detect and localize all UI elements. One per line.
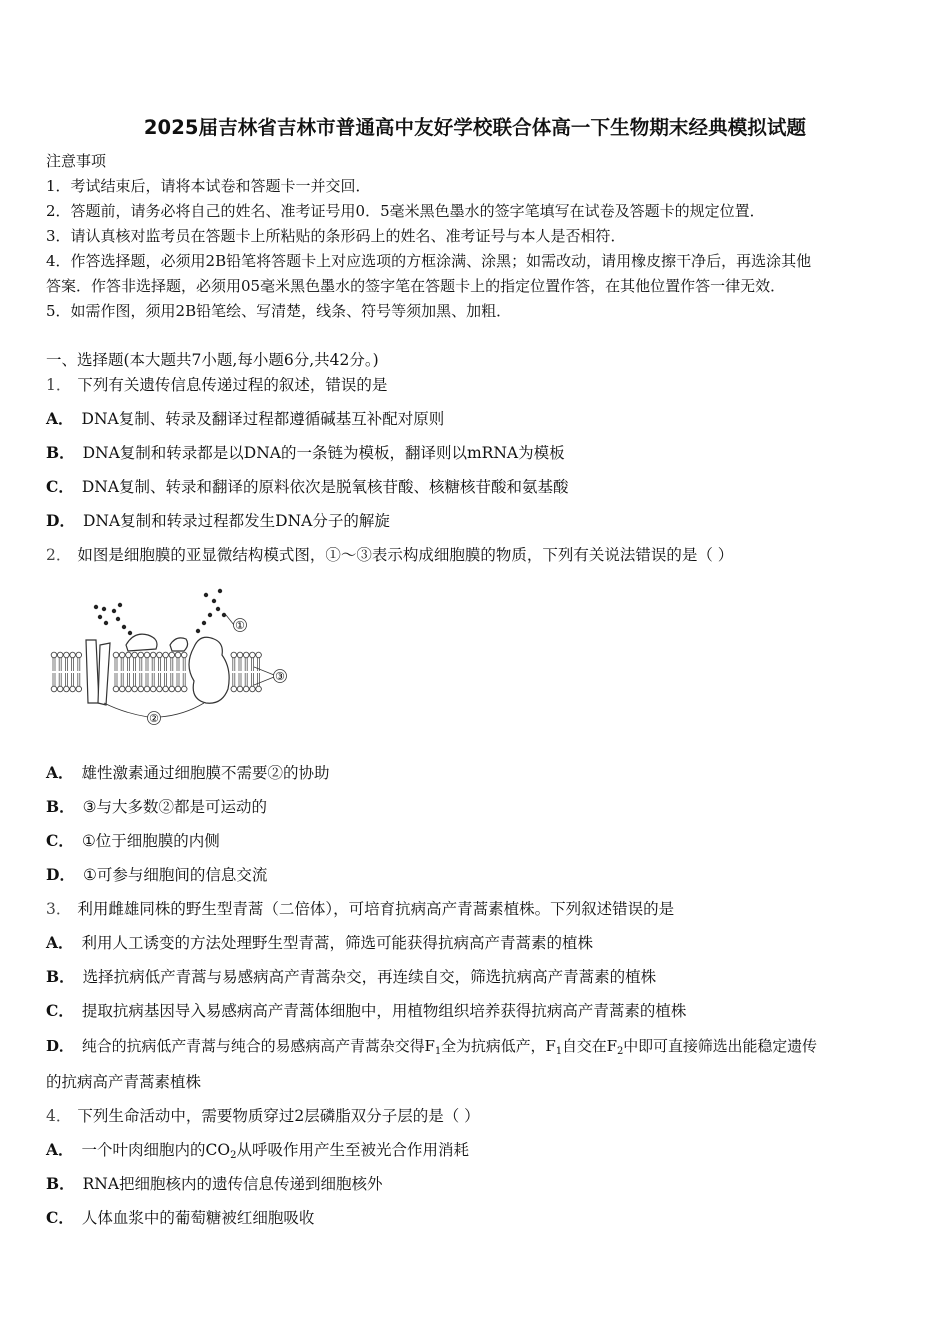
notice-item: 答案．作答非选择题，必须用05毫米黑色墨水的签字笔在答题卡上的指定位置作答，在其他位置作答一律无效．	[46, 277, 786, 295]
figure-label-3: ③	[275, 670, 285, 683]
peripheral-protein	[126, 634, 157, 651]
q2-option-c: C． ①位于细胞膜的内侧	[46, 831, 220, 850]
glycocalyx-chain	[94, 589, 226, 635]
notice-item: 5．如需作图，须用2B铅笔绘、写清楚，线条、符号等须加黑、加粗．	[46, 302, 512, 320]
q3-option-a: A． 利用人工诱变的方法处理野生型青蒿，筛选可能获得抗病高产青蒿素的植株	[46, 933, 594, 952]
channel-protein	[98, 643, 110, 705]
question-2-stem: 2． 如图是细胞膜的亚显微结构模式图，①～③表示构成细胞膜的物质，下列有关说法错误的是（ ）	[46, 546, 734, 564]
q1-option-b: B． DNA复制和转录都是以DNA的一条链为模板，翻译则以mRNA为模板	[46, 443, 565, 462]
question-number: 4．	[46, 1107, 72, 1125]
figure-label-2: ②	[149, 712, 159, 725]
question-number: 1．	[46, 376, 72, 394]
notice-item: 4．作答选择题，必须用2B铅笔将答题卡上对应选项的方框涂满、涂黑；如需改动，请用橡皮擦干净后，再选涂其他	[46, 252, 812, 270]
notice-item: 3．请认真核对监考员在答题卡上所粘贴的条形码上的姓名、准考证号与本人是否相符．	[46, 227, 626, 245]
q2-option-b: B． ③与大多数②都是可运动的	[46, 797, 268, 816]
q4-option-c: C． 人体血浆中的葡萄糖被红细胞吸收	[46, 1208, 315, 1227]
notice-item: 2．答题前，请务必将自己的姓名、准考证号用0．5毫米黑色墨水的签字笔填写在试卷及答题卡的规定位置．	[46, 202, 765, 220]
integral-protein	[189, 637, 229, 703]
question-4-stem: 4． 下列生命活动中，需要物质穿过2层磷脂双分子层的是（ ）	[46, 1107, 480, 1125]
q3-option-b: B． 选择抗病低产青蒿与易感病高产青蒿杂交，再连续自交，筛选抗病高产青蒿素的植株	[46, 967, 657, 986]
question-1-stem: 1． 下列有关遗传信息传递过程的叙述，错误的是	[46, 376, 388, 394]
channel-protein	[86, 640, 99, 703]
q3-option-d: D． 纯合的抗病低产青蒿与纯合的易感病高产青蒿杂交得$F_1$全为抗病低产，$F_1$自交在$F_2$中即可直接筛选出能稳定遗传	[46, 1037, 817, 1057]
question-number: 3．	[46, 900, 72, 918]
phospholipid-heads-outer	[51, 652, 261, 658]
cell-membrane-diagram	[44, 585, 294, 735]
notice-item: 1．考试结束后，请将本试卷和答题卡一并交回．	[46, 177, 371, 195]
section-heading: 一、选择题(本大题共7小题,每小题6分,共42分。)	[46, 351, 379, 369]
q4-option-a: A． 一个叶肉细胞内的$CO_2$从呼吸作用产生至被光合作用消耗	[46, 1140, 469, 1161]
figure-label-1: ①	[235, 619, 245, 632]
q3-option-d-continuation: 的抗病高产青蒿素植株	[46, 1073, 202, 1091]
page-title: 2025届吉林省吉林市普通高中友好学校联合体高一下生物期末经典模拟试题	[143, 116, 807, 139]
q3-option-c: C． 提取抗病基因导入易感病高产青蒿体细胞中，用植物组织培养获得抗病高产青蒿素的植株	[46, 1001, 687, 1020]
question-3-stem: 3． 利用雌雄同株的野生型青蒿（二倍体），可培育抗病高产青蒿素植株。下列叙述错误的是	[46, 900, 675, 918]
peripheral-protein	[170, 638, 188, 651]
q1-option-d: D． DNA复制和转录过程都发生DNA分子的解旋	[46, 511, 390, 530]
phospholipid-heads-inner	[51, 686, 261, 692]
q4-option-b: B． RNA把细胞核内的遗传信息传递到细胞核外	[46, 1174, 383, 1193]
q1-option-c: C． DNA复制、转录和翻译的原料依次是脱氧核苷酸、核糖核苷酸和氨基酸	[46, 477, 569, 496]
q2-option-d: D． ①可参与细胞间的信息交流	[46, 865, 268, 884]
q2-option-a: A． 雄性激素通过细胞膜不需要②的协助	[46, 763, 330, 782]
q1-option-a: A． DNA复制、转录及翻译过程都遵循碱基互补配对原则	[46, 409, 445, 428]
notice-heading: 注意事项	[46, 152, 107, 170]
question-number: 2．	[46, 546, 72, 564]
